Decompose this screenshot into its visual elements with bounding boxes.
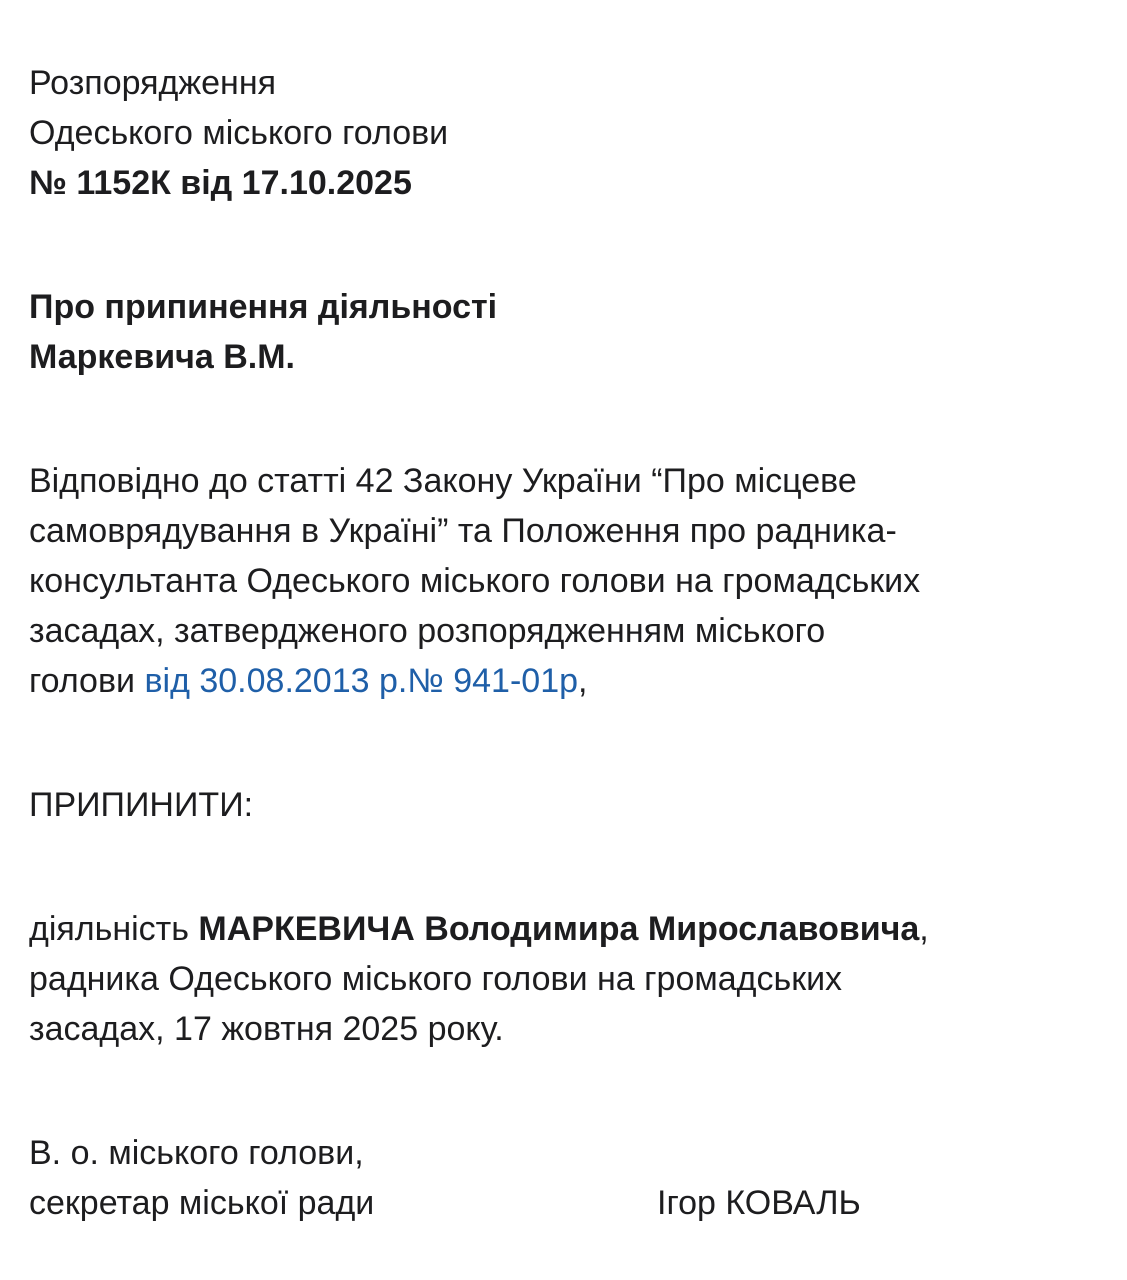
signatory-position-line-2: секретар міської ради bbox=[29, 1184, 375, 1222]
document-header bbox=[29, 58, 1099, 208]
signatory-name: Ігор КОВАЛЬ bbox=[657, 1184, 861, 1222]
signatory-position-line-1: В. о. міського голови, bbox=[29, 1134, 364, 1172]
signature-block bbox=[29, 1128, 1099, 1228]
order-reference-link[interactable]: від 30.08.2013 р.№ 941-01р bbox=[144, 662, 579, 700]
preamble-line-3: консультанта Одеського міського голови на громадських bbox=[29, 562, 921, 600]
preamble-line-5-prefix: голови bbox=[29, 662, 145, 700]
decision-suffix: , bbox=[919, 910, 929, 948]
issuer: Одеського міського голови bbox=[29, 114, 449, 152]
decision-line-2: радника Одеського міського голови на громадських bbox=[29, 960, 843, 998]
decision-line-3: засадах, 17 жовтня 2025 року. bbox=[29, 1010, 504, 1048]
spacer bbox=[29, 706, 1099, 780]
preamble-line-2: самоврядування в Україні” та Положення про радника- bbox=[29, 512, 897, 550]
title-line-2: Маркевича В.М. bbox=[29, 338, 296, 376]
command-word: ПРИПИНИТИ: bbox=[29, 786, 254, 824]
spacer bbox=[29, 208, 1099, 282]
decision-line-1 bbox=[29, 904, 1099, 954]
preamble-line-5 bbox=[29, 656, 1099, 706]
preamble-paragraph bbox=[29, 456, 1099, 706]
decision-paragraph bbox=[29, 904, 1099, 1054]
preamble-line-4: засадах, затвердженого розпорядженням міського bbox=[29, 612, 826, 650]
signature-row bbox=[29, 1178, 1099, 1228]
document-title bbox=[29, 282, 1099, 382]
person-name: МАРКЕВИЧА Володимира Мирославовича bbox=[198, 910, 920, 948]
document-type: Розпорядження bbox=[29, 64, 277, 102]
decision-prefix: діяльність bbox=[29, 910, 199, 948]
document bbox=[29, 58, 1099, 1228]
preamble-line-1: Відповідно до статті 42 Закону України “Про місцеве bbox=[29, 462, 857, 500]
spacer bbox=[29, 830, 1099, 904]
spacer bbox=[29, 382, 1099, 456]
title-line-1: Про припинення діяльності bbox=[29, 288, 498, 326]
document-number-date: № 1152К від 17.10.2025 bbox=[29, 164, 412, 202]
preamble-line-5-suffix: , bbox=[578, 662, 588, 700]
spacer bbox=[29, 1054, 1099, 1128]
